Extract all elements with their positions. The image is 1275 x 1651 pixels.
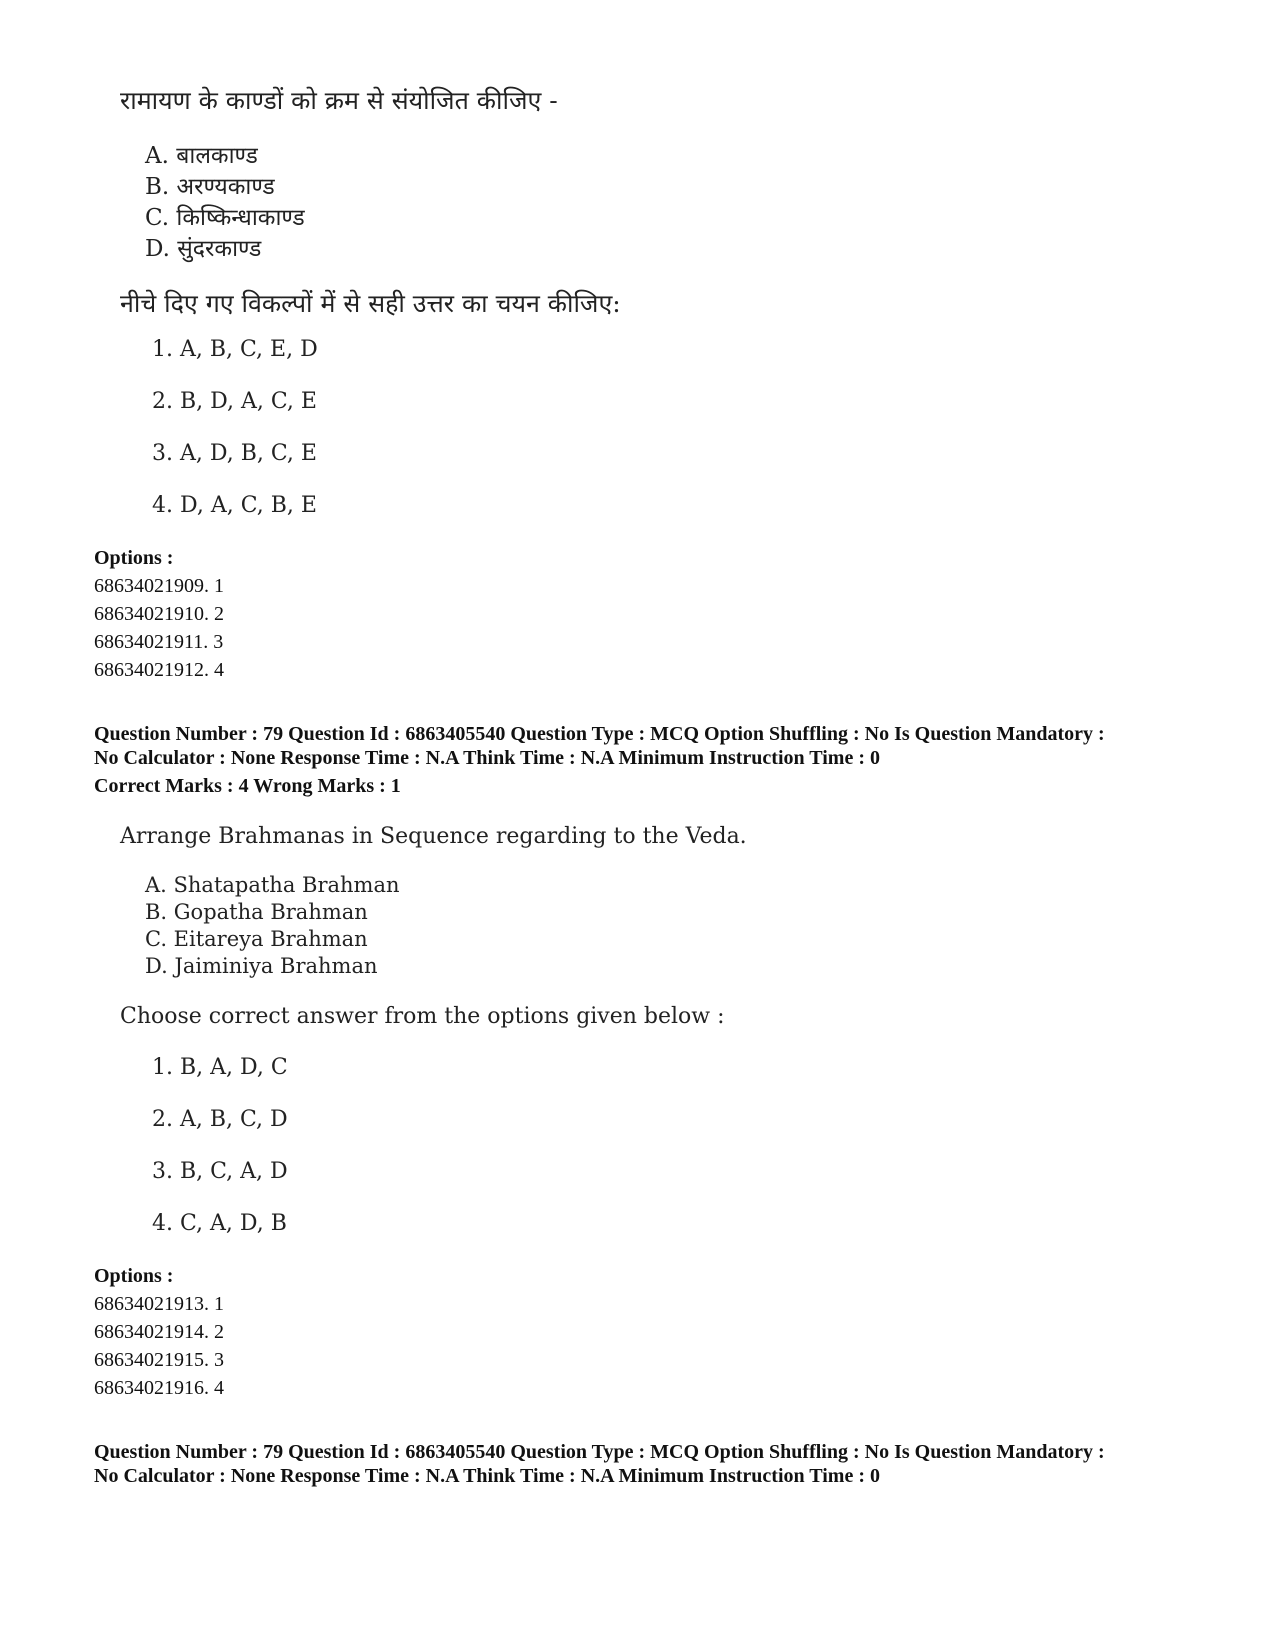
- question-2-stem: Arrange Brahmanas in Sequence regarding to the Veda.: [120, 824, 747, 849]
- question-2-choice: 1. B, A, D, C: [152, 1055, 288, 1080]
- question-1-choice: 1. A, B, C, E, D: [152, 337, 318, 362]
- option-line: 68634021909. 1: [94, 575, 224, 597]
- question-2-prompt: Choose correct answer from the options given below :: [120, 1004, 725, 1029]
- option-line: 68634021911. 3: [94, 631, 224, 653]
- question-3-meta: [94, 1440, 1214, 1488]
- question-meta-line: Question Number : 79 Question Id : 6863405540 Question Type : MCQ Option Shuffling : No Is Question Mandatory :: [94, 1441, 1105, 1463]
- question-2-item: C. Eitareya Brahman: [145, 927, 368, 951]
- question-2-item: B. Gopatha Brahman: [145, 900, 368, 924]
- question-meta-line: No Calculator : None Response Time : N.A Think Time : N.A Minimum Instruction Time : 0: [94, 1465, 880, 1487]
- question-1-choice: 4. D, A, C, B, E: [152, 493, 317, 518]
- question-1-item: C. किष्किन्धाकाण्ड: [145, 205, 305, 231]
- question-1-prompt: नीचे दिए गए विकल्पों में से सही उत्तर का चयन कीजिए:: [120, 289, 621, 318]
- question-2-meta: [94, 722, 1214, 798]
- question-1-item: B. अरण्यकाण्ड: [145, 174, 275, 200]
- question-2-options: [94, 1262, 1214, 1402]
- question-2-choice: 2. A, B, C, D: [152, 1107, 288, 1132]
- option-line: 68634021915. 3: [94, 1349, 224, 1371]
- option-line: 68634021914. 2: [94, 1321, 224, 1343]
- option-line: 68634021916. 4: [94, 1377, 224, 1399]
- question-2-image: [95, 822, 1195, 1032]
- options-label: Options :: [94, 547, 174, 569]
- question-2-choice: 4. C, A, D, B: [152, 1211, 287, 1236]
- question-2-choice: 3. B, C, A, D: [152, 1159, 288, 1184]
- question-2-items: [145, 872, 1195, 980]
- question-2-item: D. Jaiminiya Brahman: [145, 954, 378, 978]
- question-1-stem: रामायण के काण्डों को क्रम से संयोजित कीजिए -: [120, 86, 558, 115]
- question-1-item: A. बालकाण्ड: [145, 143, 258, 169]
- option-line: 68634021912. 4: [94, 659, 224, 681]
- question-meta-line: No Calculator : None Response Time : N.A Think Time : N.A Minimum Instruction Time : 0: [94, 747, 880, 769]
- option-line: 68634021910. 2: [94, 603, 224, 625]
- question-1-choice: 2. B, D, A, C, E: [152, 389, 317, 414]
- question-1-choice: 3. A, D, B, C, E: [152, 441, 317, 466]
- question-meta-line: Question Number : 79 Question Id : 6863405540 Question Type : MCQ Option Shuffling : No Is Question Mandatory :: [94, 723, 1105, 745]
- question-1-image: [95, 86, 1195, 319]
- question-1-item: D. सुंदरकाण्ड: [145, 236, 262, 262]
- option-line: 68634021913. 1: [94, 1293, 224, 1315]
- question-1-options: [94, 544, 1214, 684]
- options-label: Options :: [94, 1265, 174, 1287]
- question-1-items: [145, 141, 1195, 265]
- question-marks: Correct Marks : 4 Wrong Marks : 1: [94, 775, 401, 797]
- question-2-item: A. Shatapatha Brahman: [145, 873, 400, 897]
